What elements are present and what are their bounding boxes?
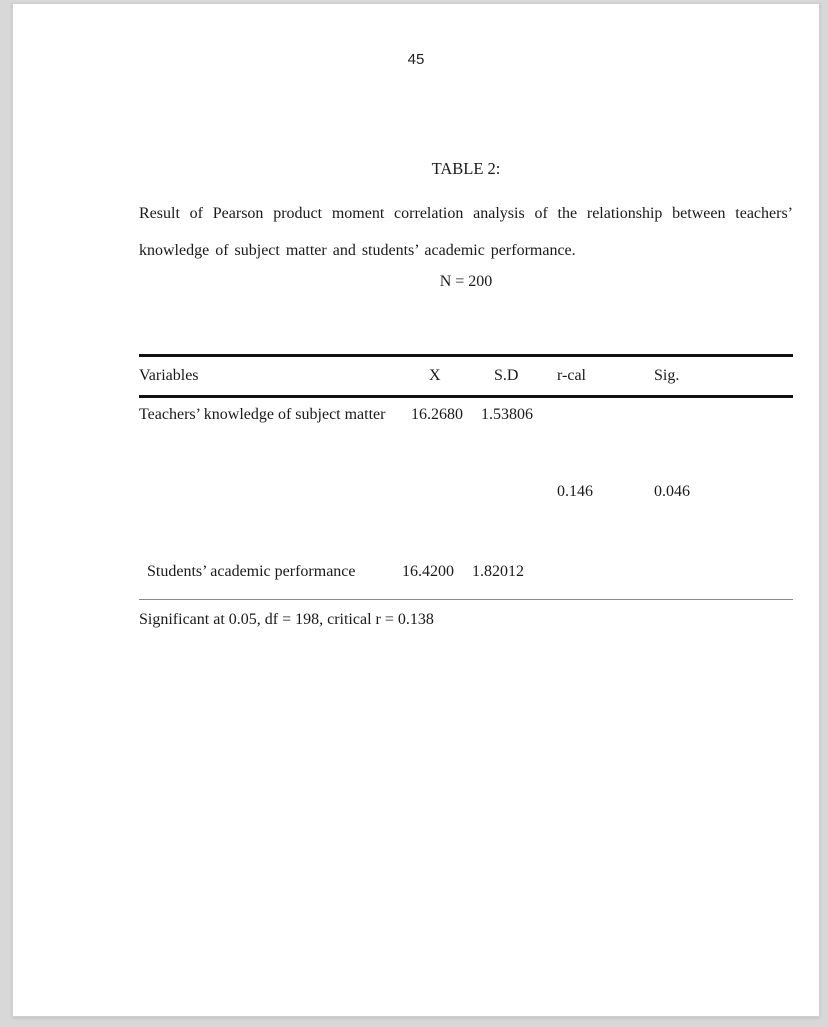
cell-sd: 1.53806 <box>481 406 533 423</box>
cell-sig <box>652 553 793 600</box>
sample-size-label: N = 200 <box>439 273 493 290</box>
correlation-results-table <box>139 354 793 600</box>
header-r-cal: r-cal <box>557 367 586 384</box>
table-row <box>139 397 793 475</box>
header-sig: Sig. <box>654 367 680 384</box>
cell-mean: 16.2680 <box>411 406 463 423</box>
cell-sig <box>652 397 793 475</box>
cell-sd <box>481 475 557 553</box>
document-page <box>12 3 820 1017</box>
cell-variable <box>139 475 411 553</box>
description-line-1: Result of Pearson product moment correlation analysis of the relationship between teachers’ <box>139 205 793 222</box>
cell-sig: 0.046 <box>654 482 690 500</box>
table-row <box>139 475 793 553</box>
description-line-2: knowledge of subject matter and students’ academic performance. <box>139 242 576 259</box>
header-mean-x: X <box>429 367 441 384</box>
cell-mean <box>411 475 481 553</box>
cell-r-cal <box>557 553 652 600</box>
table-header-row <box>139 356 793 397</box>
table-row <box>139 553 793 600</box>
cell-variable: Students’ academic performance <box>147 562 356 580</box>
cell-r-cal <box>557 397 652 475</box>
header-variables: Variables <box>139 367 199 384</box>
page-number: 45 <box>407 51 425 68</box>
cell-mean: 16.4200 <box>402 562 454 580</box>
table-description <box>139 195 793 269</box>
cell-r-cal: 0.146 <box>557 482 593 500</box>
table-footnote: Significant at 0.05, df = 198, critical r = 0.138 <box>139 611 434 628</box>
cell-sd: 1.82012 <box>472 562 524 580</box>
header-sd: S.D <box>494 367 519 384</box>
table-caption-title: TABLE 2: <box>431 159 501 178</box>
cell-variable: Teachers’ knowledge of subject matter <box>139 406 386 423</box>
